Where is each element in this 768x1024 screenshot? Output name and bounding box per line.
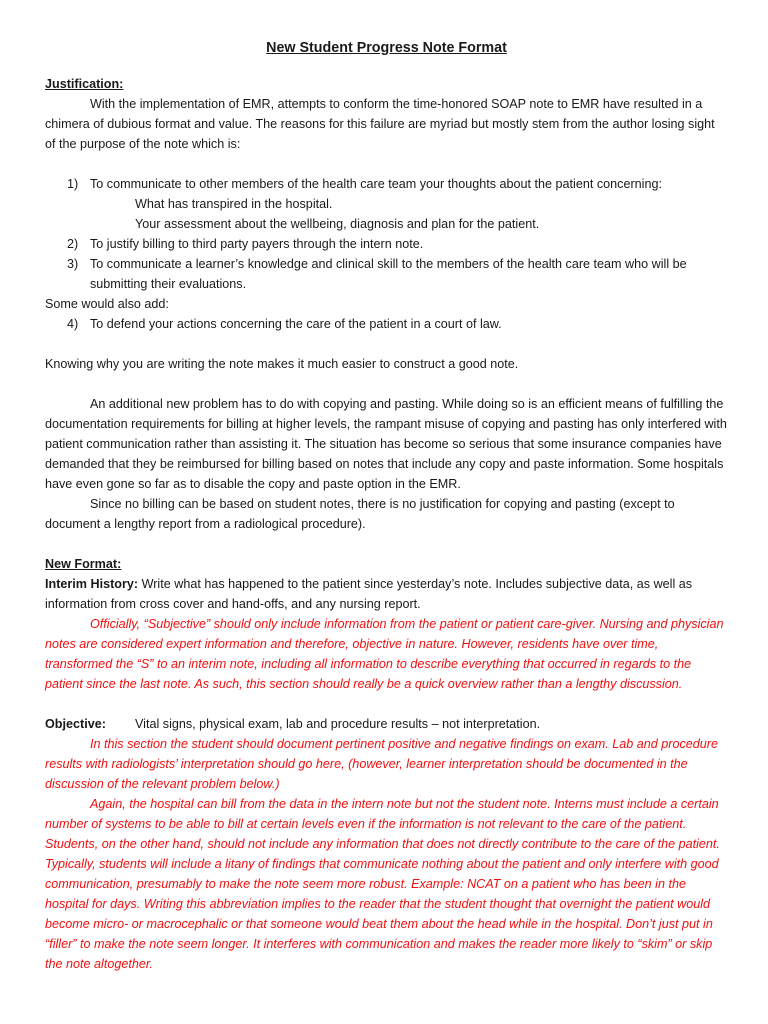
objective-note-1: In this section the student should document pertinent positive and negative findings on exam. Lab and procedure results with radiologists’ interpretation should go here, (however, learner interpretation should be documented in the discussion of the relevant problem below.) xyxy=(45,737,719,791)
no-billing-paragraph: Since no billing can be based on student notes, there is no justification for copying and pasting (except to document a lengthy report from a radiological procedure). xyxy=(45,497,675,531)
sub-item: Your assessment about the wellbeing, diagnosis and plan for the patient. xyxy=(135,217,540,231)
objective-note-2: Again, the hospital can bill from the data in the intern note but not the student note. Interns must include a certain number of systems to be able to bill at certain levels even if the information is not relevant to the care of the patient. Students, on the other hand, should not include any information that does not directly contribute to the care of the patient. Typically, students will include a litany of findings that communicate nothing about the patient and only interfere with good communication, presumably to make the note seem more robust. Example: NCAT on a patient who has been in the hospital for days. Writing this abbreviation implies to the reader that the student thought that overnight the patient would become micro- or macrocephalic or that someone would beat them about the head while in the hospital. Don’t just put in “filler” to make the note seem longer. It interferes with communication and makes the reader more likely to “skim” or skip the note altogether. xyxy=(45,797,720,971)
objective-paragraph xyxy=(45,714,728,734)
new-format-heading: New Format: xyxy=(45,557,122,571)
list-item: 4) To defend your actions concerning the care of the patient in a court of law. xyxy=(67,317,502,331)
document-title: New Student Progress Note Format xyxy=(266,40,507,56)
objective-label: Objective: xyxy=(45,717,106,731)
list-item: 2) To justify billing to third party payers through the intern note. xyxy=(67,237,424,251)
list-item: 1) To communicate to other members of the health care team your thoughts about the patient concerning: xyxy=(67,177,662,191)
knowing-paragraph: Knowing why you are writing the note makes it much easier to construct a good note. xyxy=(45,357,519,371)
purpose-list xyxy=(45,174,728,294)
objective-text: Vital signs, physical exam, lab and procedure results – not interpretation. xyxy=(135,717,541,731)
interim-history-label: Interim History: xyxy=(45,577,139,591)
sub-item: What has transpired in the hospital. xyxy=(135,197,333,211)
interim-history-paragraph xyxy=(45,574,728,614)
copy-paste-paragraph: An additional new problem has to do with copying and pasting. While doing so is an efficient means of fulfilling the documentation requirements for billing at higher levels, the rampant misuse of copying and pasting has only interfered with patient communication rather than assisting it. The situation has become so serious that some insurance companies have demanded that they be reimbursed for billing based on notes that include any copy and paste information. Some hospitals have even gone so far as to disable the copy and paste option in the EMR. xyxy=(45,397,727,491)
some-would-add: Some would also add: xyxy=(45,297,169,311)
interim-history-text: Write what has happened to the patient since yesterday’s note. Includes subjective data, as well as information from cross cover and hand-offs, and any nursing report. xyxy=(45,577,693,611)
justification-heading: Justification: xyxy=(45,77,124,91)
list-item: 3) To communicate a learner’s knowledge and clinical skill to the members of the health care team who will be submitting their evaluations. xyxy=(67,257,687,291)
interim-history-note: Officially, “Subjective” should only include information from the patient or patient care-giver. Nursing and physician notes are considered expert information and therefore, objective in nature. However, residents have over time, transformed the “S” to an interim note, including all information to describe everything that occurred in regards to the patient since the last note. As such, this section should really be a quick overview rather than a lengthy discussion. xyxy=(45,617,724,691)
justification-intro: With the implementation of EMR, attempts to conform the time-honored SOAP note to EMR have resulted in a chimera of dubious format and value. The reasons for this failure are myriad but mostly stem from the author losing sight of the purpose of the note which is: xyxy=(45,97,715,151)
